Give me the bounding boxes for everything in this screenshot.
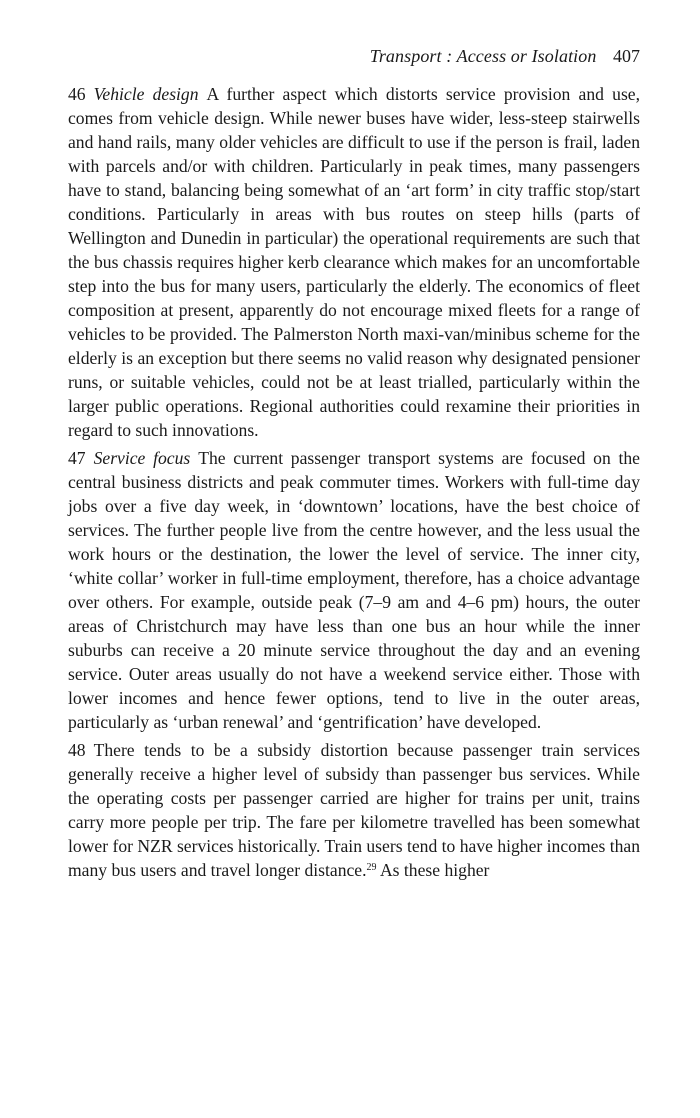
paragraph-text-continued: As these higher — [379, 860, 490, 880]
paragraph-number: 46 — [68, 84, 86, 104]
footnote-reference[interactable]: 29 — [366, 862, 377, 873]
paragraph-heading: Service focus — [93, 448, 191, 468]
paragraph-46 — [68, 82, 640, 442]
paragraph-number: 47 — [68, 448, 86, 468]
paragraph-heading: Vehicle design — [93, 84, 199, 104]
page-number: 407 — [613, 46, 640, 66]
paragraph-text: A further aspect which distorts service provision and use, comes from vehicle design. While newer buses have wider, less-steep stairwells and hand rails, many older vehicles are difficult to use if the person is frail, laden with parcels and/or with children. Particularly in peak times, many passengers have to stand, balancing being somewhat of an ‘art form’ in city traffic stop/start conditions. Particularly in areas with bus routes on steep hills (parts of Wellington and Dunedin in particular) the operational requirements are such that the bus chassis requires higher kerb clearance which makes for an uncomfortable step into the bus for many users, particularly the elderly. The economics of fleet composition at present, apparently do not encourage mixed fleets for a range of vehicles to be provided. The Palmerston North maxi-van/minibus scheme for the elderly is an exception but there seems no valid reason why designated pensioner runs, or suitable vehicles, could not be at least trialled, particularly within the larger public operations. Regional authorities could rexamine their priorities in regard to such innovations. — [68, 84, 640, 440]
running-head — [68, 44, 640, 68]
paragraph-47 — [68, 446, 640, 734]
paragraph-text: There tends to be a subsidy distortion because passenger train services generally receive a higher level of subsidy than passenger bus services. While the operating costs per passenger carried are higher for trains per unit, trains carry more people per trip. The fare per kilometre travelled has been somewhat lower for NZR services historically. Train users tend to have higher incomes than many bus users and travel longer distance. — [68, 740, 640, 880]
paragraph-48 — [68, 738, 640, 882]
paragraph-number: 48 — [68, 740, 86, 760]
page-body — [68, 44, 640, 886]
paragraph-text: The current passenger transport systems are focused on the central business districts and peak commuter times. Workers with full-time day jobs over a five day week, in ‘downtown’ locations, have the best choice of services. The further people live from the centre however, and the less usual the work hours or the destination, the lower the level of service. The inner city, ‘white collar’ worker in full-time employment, therefore, has a choice advantage over others. For example, outside peak (7–9 am and 4–6 pm) hours, the outer areas of Christchurch may have less than one bus an hour while the inner suburbs can receive a 20 minute service throughout the day and an evening service. Outer areas usually do not have a weekend service either. Those with lower incomes and hence fewer options, tend to live in the outer areas, particularly as ‘urban renewal’ and ‘gentrification’ have developed. — [68, 448, 640, 732]
running-head-title: Transport : Access or Isolation — [369, 46, 597, 66]
